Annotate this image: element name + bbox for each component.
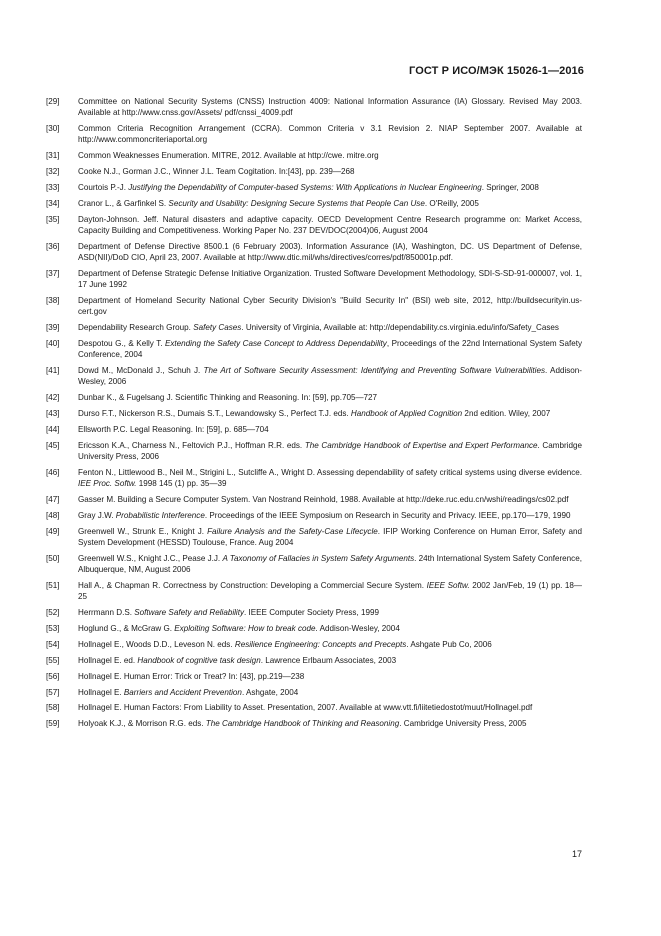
- reference-text: [78, 467, 582, 489]
- reference-text-part: Hollnagel E. ed.: [78, 655, 138, 665]
- reference-number: [49]: [46, 526, 60, 536]
- reference-number: [45]: [46, 440, 60, 450]
- reference-title: Failure Analysis and the Safety-Case Lifecycle: [207, 526, 378, 536]
- reference-number: [39]: [46, 323, 60, 333]
- reference-text-part: 1998 145 (1) pp. 35—39: [136, 479, 227, 489]
- reference-item: [46, 424, 582, 435]
- reference-item: [46, 510, 582, 521]
- reference-item: [46, 198, 582, 209]
- reference-text-part: Hollnagel E., Woods D.D., Leveson N. eds.: [78, 639, 235, 649]
- reference-title: IEEE Softw.: [426, 581, 470, 591]
- reference-text: [78, 322, 582, 333]
- reference-text-part: Dunbar K., & Fugelsang J. Scientific Thinking and Reasoning. In: [59], pp.705—727: [78, 393, 378, 403]
- bibliography-list: [46, 96, 582, 734]
- reference-number: [51]: [46, 581, 60, 591]
- reference-number: [42]: [46, 393, 60, 403]
- reference-text: [78, 639, 582, 650]
- reference-item: [46, 166, 582, 177]
- page-number: 17: [571, 849, 582, 859]
- reference-text-part: Department of Defense Strategic Defense Initiative Organization. Trusted Software Development Methodology, SDI-S-SD-91-000007, vol. 1, 17 June 1992: [78, 268, 582, 290]
- reference-item: [46, 553, 582, 575]
- reference-number: [53]: [46, 624, 60, 634]
- reference-item: [46, 607, 582, 618]
- reference-item: [46, 580, 582, 602]
- reference-item: [46, 214, 582, 236]
- reference-item: [46, 702, 582, 713]
- reference-number: [48]: [46, 510, 60, 520]
- reference-text: [78, 702, 582, 713]
- reference-item: [46, 655, 582, 666]
- reference-text-part: Dowd M., McDonald J., Schuh J.: [78, 366, 204, 376]
- reference-text: [78, 214, 582, 236]
- reference-text-part: Greenwell W., Strunk E., Knight J.: [78, 526, 208, 536]
- reference-item: [46, 295, 582, 317]
- reference-item: [46, 494, 582, 505]
- reference-text-part: Hoglund G., & McGraw G.: [78, 624, 175, 634]
- reference-text-part: Herrmann D.S.: [78, 608, 135, 618]
- reference-item: [46, 718, 582, 729]
- reference-item: [46, 440, 582, 462]
- reference-number: [33]: [46, 182, 60, 192]
- reference-text: [78, 607, 582, 618]
- reference-title: The Cambridge Handbook of Expertise and Expert Performance: [304, 440, 538, 450]
- reference-number: [41]: [46, 366, 60, 376]
- reference-text-part: Durso F.T., Nickerson R.S., Dumais S.T., Lewandowsky S., Perfect T.J. eds.: [78, 409, 351, 419]
- reference-text: [78, 392, 582, 403]
- reference-item: [46, 671, 582, 682]
- reference-item: [46, 526, 582, 548]
- reference-text: [78, 424, 582, 435]
- reference-number: [59]: [46, 719, 60, 729]
- reference-title: Resilience Engineering: Concepts and Precepts: [234, 639, 407, 649]
- reference-number: [37]: [46, 268, 60, 278]
- reference-text: [78, 687, 582, 698]
- reference-number: [32]: [46, 167, 60, 177]
- reference-text-part: . Cambridge University Press, 2006: [78, 440, 582, 462]
- reference-text-part: Despotou G., & Kelly T.: [78, 339, 165, 349]
- reference-text-part: Ericsson K.A., Charness N., Feltovich P.J., Hoffman R.R. eds.: [78, 440, 305, 450]
- reference-item: [46, 687, 582, 698]
- reference-item: [46, 365, 582, 387]
- reference-text-part: Committee on National Security Systems (CNSS) Instruction 4009: National Information Assurance (IA) Glossary. Revised May 2003. Available at http://www.cnss.gov/Assets/ pdf/cnssi_4009.pdf: [78, 97, 582, 118]
- reference-number: [55]: [46, 655, 60, 665]
- reference-text-part: . Ashgate, 2004: [241, 687, 299, 697]
- reference-text: [78, 295, 582, 317]
- reference-text-part: . Addison-Wesley, 2004: [315, 624, 400, 634]
- reference-text-part: Cranor L., & Garfinkel S.: [78, 198, 169, 208]
- reference-text-part: Greenwell W.S., Knight J.C., Pease J.J.: [78, 553, 223, 563]
- reference-text-part: Common Weaknesses Enumeration. MITRE, 2012. Available at http://cwe. mitre.org: [78, 151, 379, 161]
- reference-text-part: Department of Homeland Security National Cyber Security Division's "Build Security In" (BSI) web site, 2012, http://buildsecurityin.us-cert.gov: [78, 296, 582, 317]
- reference-number: [31]: [46, 151, 60, 161]
- reference-text: [78, 718, 582, 729]
- reference-text: [78, 655, 582, 666]
- reference-text-part: . Proceedings of the IEEE Symposium on Research in Security and Privacy. IEEE, pp.170—179, 1990: [204, 510, 571, 520]
- reference-text-part: . Ashgate Pub Co, 2006: [406, 639, 492, 649]
- reference-text: [78, 553, 582, 575]
- reference-item: [46, 268, 582, 290]
- reference-item: [46, 96, 582, 118]
- reference-text: [78, 198, 582, 209]
- reference-number: [38]: [46, 296, 60, 306]
- reference-text: [78, 166, 582, 177]
- reference-item: [46, 123, 582, 145]
- reference-title: Justifying the Dependability of Computer-based Systems: With Applications in Nuclear Engineering: [128, 182, 482, 192]
- reference-text-part: Gray J.W.: [78, 510, 116, 520]
- reference-text-part: Fenton N., Littlewood B., Neil M., Strigini L., Sutcliffe A., Wright D. Assessing dependability of safety critical systems using diverse evidence.: [78, 467, 582, 477]
- reference-text: [78, 123, 582, 145]
- reference-item: [46, 392, 582, 403]
- reference-number: [29]: [46, 97, 60, 106]
- reference-text: [78, 150, 582, 161]
- reference-title: Handbook of Applied Cognition: [350, 409, 463, 419]
- reference-text: [78, 671, 582, 682]
- reference-text: [78, 526, 582, 548]
- reference-text: [78, 241, 582, 263]
- reference-number: [56]: [46, 671, 60, 681]
- reference-number: [50]: [46, 553, 60, 563]
- reference-text: [78, 268, 582, 290]
- reference-number: [43]: [46, 409, 60, 419]
- reference-text-part: . Addison-Wesley, 2006: [78, 366, 583, 387]
- reference-text: [78, 96, 582, 118]
- reference-title: Safety Cases: [193, 323, 242, 333]
- reference-number: [58]: [46, 703, 60, 713]
- reference-text-part: Gasser M. Building a Secure Computer System. Van Nostrand Reinhold, 1988. Available at http://deke.ruc.edu.cn/wshi/readings/cs02.pdf: [78, 495, 569, 505]
- reference-text-part: Hall A., & Chapman R. Correctness by Construction: Developing a Commercial Secure System.: [78, 581, 427, 591]
- reference-item: [46, 241, 582, 263]
- document-code: ГОСТ Р ИСО/МЭК 15026-1—2016: [409, 65, 584, 77]
- reference-number: [30]: [46, 124, 60, 134]
- reference-number: [35]: [46, 214, 60, 224]
- reference-item: [46, 639, 582, 650]
- reference-text-part: Hollnagel E. Human Factors: From Liability to Asset. Presentation, 2007. Available at www.vtt.fi/liitetiedostot/muut/Hollnagel.pdf: [78, 703, 533, 713]
- reference-text-part: Common Criteria Recognition Arrangement (CCRA). Common Criteria v 3.1 Revision 2. NIAP September 2007. Available at http://www.commoncriteriaportal.org: [78, 124, 582, 145]
- reference-text: [78, 440, 582, 462]
- reference-item: [46, 623, 582, 634]
- reference-text-part: Department of Defense Directive 8500.1 (6 February 2003). Information Assurance (IA), Washington, DC. US Department of Defense, ASD(NII)/DoD CIO, April 23, 2007. Available at http://www.dtic.mil/whs/directives/corres/pdf/850001p.pdf.: [78, 241, 582, 263]
- reference-title: Security and Usability: Designing Secure Systems that People Can Use: [168, 198, 425, 208]
- reference-item: [46, 182, 582, 193]
- reference-item: [46, 338, 582, 360]
- reference-text-part: Holyoak K.J., & Morrison R.G. eds.: [78, 719, 206, 729]
- reference-text: [78, 182, 582, 193]
- reference-title: The Cambridge Handbook of Thinking and Reasoning: [205, 719, 400, 729]
- reference-text-part: . 24th International System Safety Conference, Albuquerque, NM, August 2006: [78, 553, 582, 575]
- reference-text-part: Cooke N.J., Gorman J.C., Winner J.L. Team Cogitation. In:[43], pp. 239—268: [78, 167, 355, 177]
- reference-text-part: . Lawrence Erlbaum Associates, 2003: [260, 655, 397, 665]
- reference-title: IEE Proc. Softw.: [78, 479, 137, 489]
- reference-number: [36]: [46, 241, 60, 251]
- reference-text-part: , Proceedings of the 22nd International System Safety Conference, 2004: [78, 339, 582, 360]
- reference-text-part: 2002 Jan/Feb, 19 (1) pp. 18—25: [78, 581, 583, 602]
- reference-text-part: 2nd edition. Wiley, 2007: [462, 409, 551, 419]
- reference-number: [54]: [46, 639, 60, 649]
- reference-title: Handbook of cognitive task design: [137, 655, 261, 665]
- reference-text: [78, 580, 582, 602]
- reference-text: [78, 494, 582, 505]
- reference-number: [46]: [46, 467, 60, 477]
- reference-text: [78, 408, 582, 419]
- reference-number: [44]: [46, 424, 60, 434]
- reference-title: Exploiting Software: How to break code: [174, 624, 316, 634]
- reference-text-part: . University of Virginia, Available at: http://dependability.cs.virginia.edu/info/Safety_Cases: [241, 323, 559, 333]
- reference-text-part: . IFIP Working Conference on Human Error, Safety and System Development (HESSD) Toulouse, France. Aug 2004: [78, 526, 582, 548]
- reference-title: Barriers and Accident Prevention: [123, 687, 242, 697]
- reference-text-part: Hollnagel E.: [78, 687, 124, 697]
- reference-text-part: Dependability Research Group.: [78, 323, 194, 333]
- reference-title: The Art of Software Security Assessment: Identifying and Preventing Software Vulnerabilities: [203, 366, 546, 376]
- reference-title: Software Safety and Reliability: [134, 608, 245, 618]
- reference-number: [34]: [46, 198, 60, 208]
- reference-title: Extending the Safety Case Concept to Address Dependability: [164, 339, 387, 349]
- reference-number: [40]: [46, 339, 60, 349]
- reference-text-part: . IEEE Computer Society Press, 1999: [244, 608, 379, 618]
- reference-text-part: Ellsworth P.C. Legal Reasoning. In: [59], p. 685—704: [78, 424, 269, 434]
- reference-text-part: Hollnagel E. Human Error: Trick or Treat? In: [43], pp.219—238: [78, 671, 305, 681]
- reference-text: [78, 510, 582, 521]
- reference-number: [57]: [46, 687, 60, 697]
- reference-text: [78, 623, 582, 634]
- reference-text-part: . Springer, 2008: [481, 182, 539, 192]
- reference-item: [46, 467, 582, 489]
- reference-title: Probabilistic Interference: [115, 510, 205, 520]
- reference-item: [46, 322, 582, 333]
- reference-text: [78, 338, 582, 360]
- reference-title: A Taxonomy of Fallacies in System Safety Arguments: [222, 553, 415, 563]
- reference-text-part: . Cambridge University Press, 2005: [399, 719, 527, 729]
- reference-text-part: . O'Reilly, 2005: [424, 198, 479, 208]
- reference-item: [46, 150, 582, 161]
- reference-number: [47]: [46, 495, 60, 505]
- reference-number: [52]: [46, 608, 60, 618]
- reference-text-part: Courtois P.-J.: [78, 182, 129, 192]
- reference-item: [46, 408, 582, 419]
- reference-text: [78, 365, 582, 387]
- reference-text-part: Dayton-Johnson. Jeff. Natural disasters and adaptive capacity. OECD Development Centre Research programme on: Market Access, Capacity Building and Competitiveness. Working Paper No. 237 DEV/DOC(2004)06, August 2004: [78, 214, 582, 235]
